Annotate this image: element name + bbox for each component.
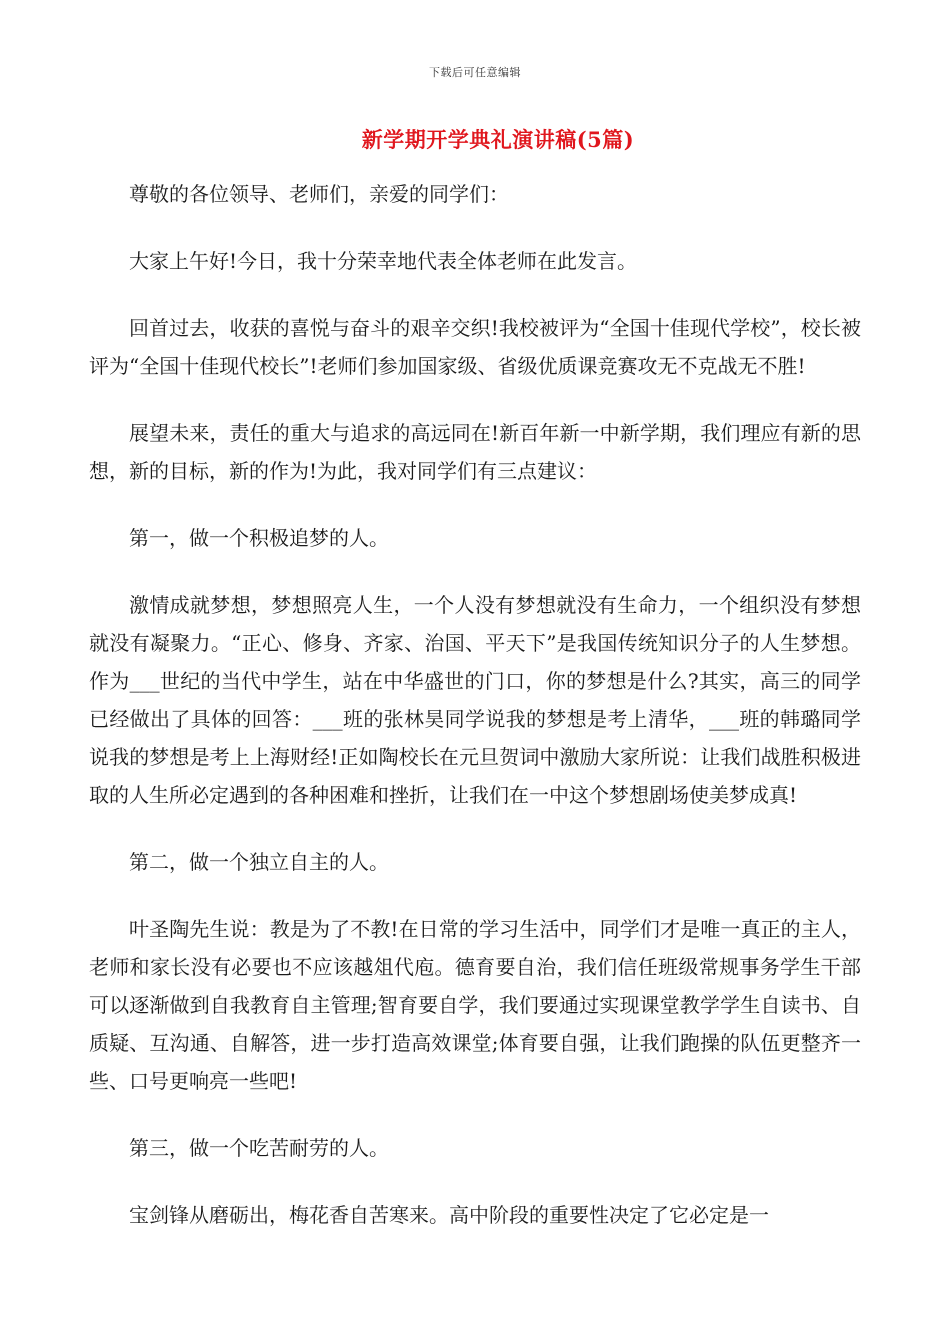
paragraph-greeting: 大家上午好!今日，我十分荣幸地代表全体老师在此发言。 (129, 249, 638, 273)
paragraph-outlook: 展望未来，责任的重大与追求的高远同在!新百年新一中新学期，我们理应有新的思想，新的目标，新的作为!为此，我对同学们有三点建议： (89, 421, 861, 483)
document-title: 新学期开学典礼演讲稿(5篇) (361, 127, 635, 152)
paragraph-point-one-body: 激情成就梦想，梦想照亮人生，一个人没有梦想就没有生命力，一个组织没有梦想就没有凝聚力。“正心、修身、齐家、治国、平天下”是我国传统知识分子的人生梦想。作为___世纪的当代中学生，站在中华盛世的门口，你的梦想是什么?其实，高三的同学已经做出了具体的回答：___班的张林昊同学说我的梦想是考上清华，___班的韩璐同学说我的梦想是考上上海财经!正如陶校长在元旦贺词中激励大家所说：让我们战胜积极进取的人生所必定遇到的各种困难和挫折，让我们在一中这个梦想剧场使美梦成真! (89, 593, 861, 807)
document-body (89, 175, 861, 1263)
paragraph-review: 回首过去，收获的喜悦与奋斗的艰辛交织!我校被评为“全国十佳现代学校”，校长被评为“全国十佳现代校长”!老师们参加国家级、省级优质课竞赛攻无不克战无不胜! (89, 316, 861, 378)
paragraph-salutation: 尊敬的各位领导、老师们，亲爱的同学们： (129, 182, 509, 206)
paragraph-point-three-body: 宝剑锋从磨砺出，梅花香自苦寒来。高中阶段的重要性决定了它必定是一 (129, 1203, 769, 1227)
header-note: 下载后可任意编辑 (429, 66, 521, 79)
paragraph-point-one-heading: 第一，做一个积极追梦的人。 (129, 526, 389, 550)
paragraph-point-two-heading: 第二，做一个独立自主的人。 (129, 850, 389, 874)
paragraph-point-two-body: 叶圣陶先生说：教是为了不教!在日常的学习生活中，同学们才是唯一真正的主人，老师和家长没有必要也不应该越俎代庖。德育要自治，我们信任班级常规事务学生干部可以逐渐做到自我教育自主管理;智育要自学，我们要通过实现课堂教学学生自读书、自质疑、互沟通、自解答，进一步打造高效课堂;体育要自强，让我们跑操的队伍更整齐一些、口号更响亮一些吧! (89, 917, 861, 1093)
paragraph-point-three-heading: 第三，做一个吃苦耐劳的人。 (129, 1136, 389, 1160)
